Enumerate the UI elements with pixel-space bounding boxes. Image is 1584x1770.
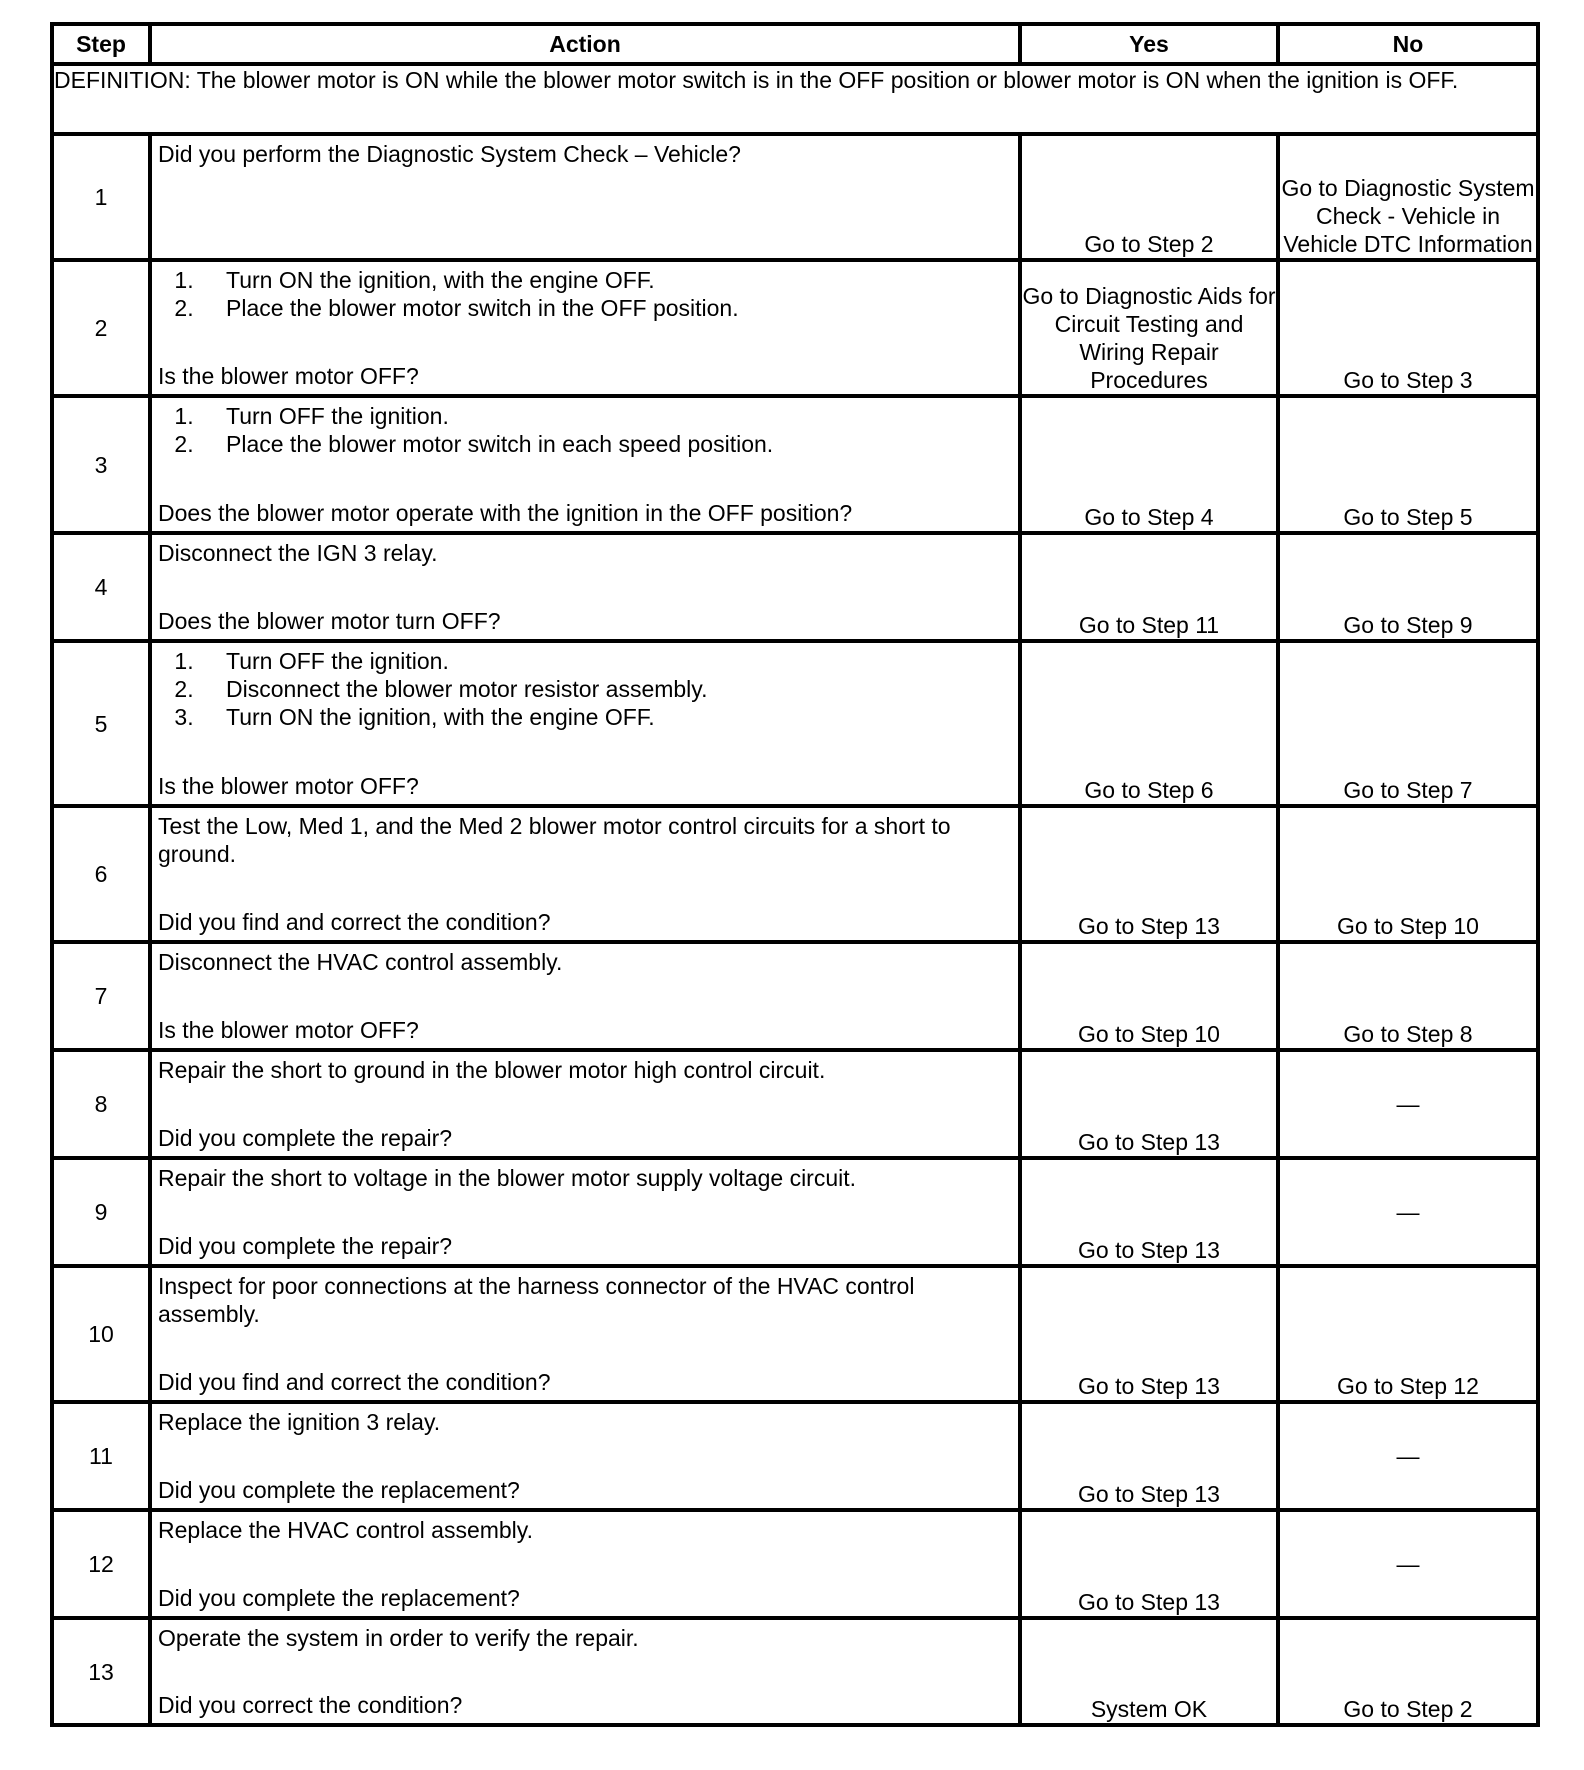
step-number: 6 — [52, 806, 150, 942]
action-step: 2. Disconnect the blower motor resistor assembly. — [200, 675, 1012, 703]
step-number: 11 — [52, 1402, 150, 1510]
no-cell: — — [1278, 1158, 1538, 1266]
no-cell: — — [1278, 1402, 1538, 1510]
step-number: 3 — [52, 396, 150, 533]
action-question: Did you find and correct the condition? — [158, 1369, 551, 1395]
action-cell — [150, 260, 1020, 396]
step-number: 10 — [52, 1266, 150, 1402]
no-cell: — — [1278, 1050, 1538, 1158]
action-instruction: Repair the short to voltage in the blower motor supply voltage circuit. — [158, 1165, 857, 1191]
action-question: Is the blower motor OFF? — [158, 773, 419, 799]
action-cell — [150, 396, 1020, 533]
action-cell — [150, 1618, 1020, 1725]
no-cell: Go to Step 12 — [1278, 1266, 1538, 1402]
table-row — [52, 806, 1538, 942]
action-question: Does the blower motor turn OFF? — [158, 608, 501, 634]
action-instruction: Disconnect the HVAC control assembly. — [158, 949, 563, 975]
no-cell: Go to Step 7 — [1278, 641, 1538, 806]
table-row — [52, 1050, 1538, 1158]
action-step: 1. Turn OFF the ignition. — [200, 402, 1012, 430]
action-question: Is the blower motor OFF? — [158, 1017, 419, 1043]
action-question: Did you complete the repair? — [158, 1125, 453, 1151]
action-step: 2. Place the blower motor switch in the OFF position. — [200, 294, 1012, 322]
definition-row — [52, 64, 1538, 134]
step-number: 2 — [52, 260, 150, 396]
yes-cell: Go to Step 4 — [1020, 396, 1278, 533]
no-cell: Go to Step 9 — [1278, 533, 1538, 641]
action-instruction: Test the Low, Med 1, and the Med 2 blower motor control circuits for a short to ground. — [158, 813, 951, 867]
no-cell: — — [1278, 1510, 1538, 1618]
table-row — [52, 1402, 1538, 1510]
action-question: Did you correct the condition? — [158, 1692, 463, 1718]
header-no: No — [1278, 24, 1538, 64]
action-instruction: Inspect for poor connections at the harness connector of the HVAC control assembly. — [158, 1273, 915, 1327]
step-number: 12 — [52, 1510, 150, 1618]
yes-cell: Go to Step 13 — [1020, 806, 1278, 942]
table-row — [52, 1158, 1538, 1266]
yes-cell: Go to Step 2 — [1020, 134, 1278, 260]
action-question: Did you perform the Diagnostic System Check – Vehicle? — [158, 141, 741, 167]
action-cell — [150, 1510, 1020, 1618]
table-row — [52, 942, 1538, 1050]
action-cell — [150, 134, 1020, 260]
action-question: Did you complete the repair? — [158, 1233, 453, 1259]
action-instruction: Repair the short to ground in the blower motor high control circuit. — [158, 1057, 826, 1083]
action-question: Did you find and correct the condition? — [158, 909, 551, 935]
yes-cell: Go to Step 13 — [1020, 1158, 1278, 1266]
step-number: 5 — [52, 641, 150, 806]
action-instruction: Disconnect the IGN 3 relay. — [158, 540, 438, 566]
action-question: Did you complete the replacement? — [158, 1477, 520, 1503]
action-step: 1. Turn OFF the ignition. — [200, 647, 1012, 675]
yes-cell: Go to Step 6 — [1020, 641, 1278, 806]
yes-cell: Go to Step 10 — [1020, 942, 1278, 1050]
action-cell — [150, 641, 1020, 806]
yes-cell: Go to Step 13 — [1020, 1050, 1278, 1158]
yes-cell: Go to Step 13 — [1020, 1266, 1278, 1402]
action-step: 1. Turn ON the ignition, with the engine OFF. — [200, 266, 1012, 294]
yes-cell: System OK — [1020, 1618, 1278, 1725]
no-cell: Go to Step 5 — [1278, 396, 1538, 533]
no-cell: Go to Step 10 — [1278, 806, 1538, 942]
no-cell: Go to Step 3 — [1278, 260, 1538, 396]
table-row — [52, 1266, 1538, 1402]
diagnostic-table — [50, 22, 1540, 1727]
yes-cell: Go to Step 13 — [1020, 1402, 1278, 1510]
step-number: 8 — [52, 1050, 150, 1158]
header-row — [52, 24, 1538, 64]
action-instruction: Operate the system in order to verify the repair. — [158, 1625, 639, 1651]
table-row — [52, 641, 1538, 806]
table-row — [52, 396, 1538, 533]
header-step: Step — [52, 24, 150, 64]
action-step: 3. Turn ON the ignition, with the engine OFF. — [200, 703, 1012, 731]
action-steps-list — [158, 647, 1012, 731]
step-number: 9 — [52, 1158, 150, 1266]
action-cell — [150, 942, 1020, 1050]
table-row — [52, 1618, 1538, 1725]
table-row — [52, 134, 1538, 260]
action-cell — [150, 1402, 1020, 1510]
action-cell — [150, 1050, 1020, 1158]
action-cell — [150, 533, 1020, 641]
table-row — [52, 260, 1538, 396]
action-instruction: Replace the HVAC control assembly. — [158, 1517, 533, 1543]
action-steps-list — [158, 402, 1012, 458]
yes-cell: Go to Step 11 — [1020, 533, 1278, 641]
definition-text: DEFINITION: The blower motor is ON while the blower motor switch is in the OFF position or blower motor is ON when the ignition is OFF. — [52, 64, 1538, 134]
yes-cell: Go to Diagnostic Aids for Circuit Testing and Wiring Repair Procedures — [1020, 260, 1278, 396]
table-row — [52, 533, 1538, 641]
action-steps-list — [158, 266, 1012, 322]
header-yes: Yes — [1020, 24, 1278, 64]
action-question: Did you complete the replacement? — [158, 1585, 520, 1611]
action-cell — [150, 1158, 1020, 1266]
step-number: 7 — [52, 942, 150, 1050]
action-instruction: Replace the ignition 3 relay. — [158, 1409, 441, 1435]
step-number: 13 — [52, 1618, 150, 1725]
action-question: Is the blower motor OFF? — [158, 363, 419, 389]
no-cell: Go to Step 8 — [1278, 942, 1538, 1050]
table-row — [52, 1510, 1538, 1618]
yes-cell: Go to Step 13 — [1020, 1510, 1278, 1618]
action-step: 2. Place the blower motor switch in each speed position. — [200, 430, 1012, 458]
no-cell: Go to Step 2 — [1278, 1618, 1538, 1725]
header-action: Action — [150, 24, 1020, 64]
step-number: 4 — [52, 533, 150, 641]
action-question: Does the blower motor operate with the ignition in the OFF position? — [158, 500, 853, 526]
no-cell: Go to Diagnostic System Check - Vehicle in Vehicle DTC Information — [1278, 134, 1538, 260]
action-cell — [150, 806, 1020, 942]
action-cell — [150, 1266, 1020, 1402]
step-number: 1 — [52, 134, 150, 260]
